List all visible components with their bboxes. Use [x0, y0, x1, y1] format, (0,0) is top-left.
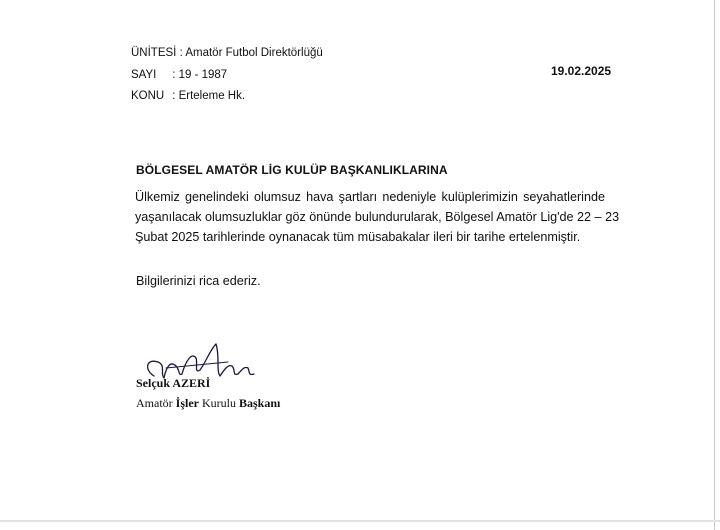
page-edge-bottom — [0, 520, 720, 522]
number-value: : 19 - 1987 — [172, 69, 228, 81]
closing-text: Bilgilerinizi rica ederiz. — [136, 274, 261, 288]
subject-row — [131, 90, 245, 102]
letter-body — [135, 187, 620, 247]
recipient-heading: BÖLGESEL AMATÖR LİG KULÜP BAŞKANLIKLARINA — [136, 163, 448, 177]
letter-date: 19.02.2025 — [551, 64, 612, 78]
subject-label: KONU — [131, 90, 165, 102]
body-line-3: Şubat 2025 tarihlerinde oynanacak tüm müsabakalar ileri bir tarihe ertelenmiştir. — [135, 230, 581, 244]
signer-title-part-1: Amatör — [136, 396, 176, 410]
page-edge-right — [714, 0, 715, 530]
signer-title-bold-1: İşler — [175, 396, 199, 410]
body-line-1: Ülkemiz genelindeki olumsuz hava şartları nedeniyle kulüplerimizin seyahatlerinde — [135, 190, 605, 204]
unit-row — [131, 47, 323, 59]
signer-title-bold-2: Başkanı — [238, 396, 281, 410]
body-line-2: yaşanılacak olumsuzluklar göz önünde bulundurularak, Bölgesel Amatör Lig'de 22 – 23 — [135, 210, 620, 224]
subject-value: : Erteleme Hk. — [172, 90, 246, 102]
number-label: SAYI — [131, 69, 157, 81]
unit-label: ÜNİTESİ — [131, 47, 177, 59]
signer-title-part-2: Kurulu — [198, 396, 239, 410]
signer-name: Selçuk AZERİ — [136, 376, 211, 390]
number-row — [131, 69, 227, 81]
unit-value: : Amatör Futbol Direktörlüğü — [179, 47, 323, 59]
signer-title — [136, 396, 280, 411]
